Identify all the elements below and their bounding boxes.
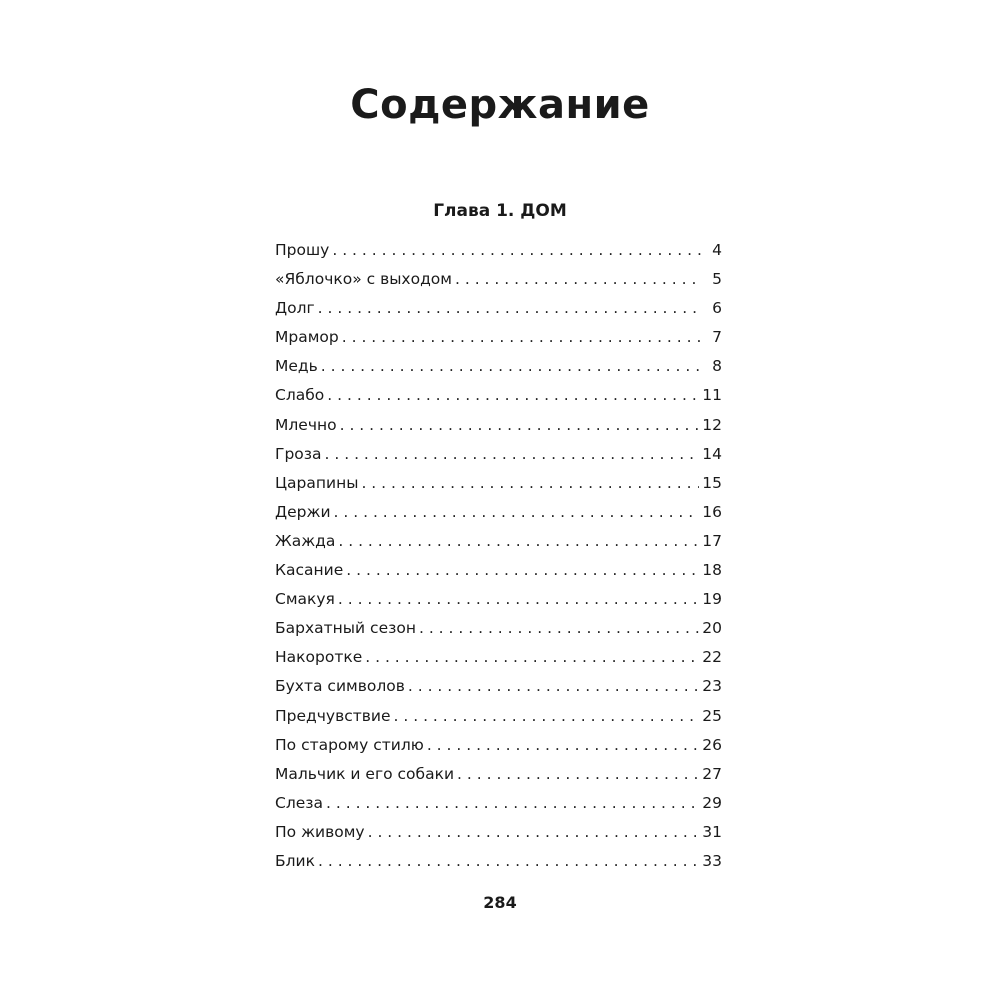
toc-entry xyxy=(275,818,722,847)
dot-leader xyxy=(332,236,703,265)
toc-entry-page: 18 xyxy=(702,561,722,580)
toc-entry-label: «Яблочко» с выходом xyxy=(275,270,452,289)
table-of-contents xyxy=(275,236,722,876)
toc-entry xyxy=(275,294,722,323)
dot-leader xyxy=(334,498,700,527)
toc-entry xyxy=(275,381,722,410)
toc-entry-page: 7 xyxy=(712,328,722,347)
toc-entry xyxy=(275,527,722,556)
dot-leader xyxy=(408,672,699,701)
toc-entry-label: Гроза xyxy=(275,444,322,463)
toc-entry xyxy=(275,556,722,585)
toc-entry-label: Бухта символов xyxy=(275,677,405,696)
toc-entry-page: 8 xyxy=(712,357,722,376)
toc-entry xyxy=(275,672,722,701)
toc-entry xyxy=(275,265,722,294)
toc-entry-page: 20 xyxy=(702,619,722,638)
toc-entry-page: 11 xyxy=(702,386,722,405)
toc-entry-label: Блик xyxy=(275,851,315,870)
toc-entry-page: 4 xyxy=(712,241,722,259)
toc-entry-page: 23 xyxy=(702,677,722,696)
toc-entry-label: Мальчик и его собаки xyxy=(275,764,455,783)
toc-entry-label: Жажда xyxy=(275,531,336,550)
toc-entry xyxy=(275,760,722,789)
toc-entry-label: Смакуя xyxy=(275,590,335,609)
toc-entry-page: 5 xyxy=(712,270,722,289)
toc-entry-page: 19 xyxy=(702,590,722,609)
toc-entry xyxy=(275,498,722,527)
toc-entry-page: 33 xyxy=(702,851,722,870)
toc-entry-label: Бархатный сезон xyxy=(275,619,416,638)
toc-entry-page: 25 xyxy=(702,706,722,725)
dot-leader xyxy=(321,352,703,381)
toc-entry-page: 31 xyxy=(702,822,722,841)
toc-entry xyxy=(275,236,722,265)
toc-entry-page: 22 xyxy=(702,648,722,667)
dot-leader xyxy=(419,614,699,643)
page-title: Содержание xyxy=(350,82,650,128)
toc-entry xyxy=(275,323,722,352)
toc-entry-label: По старому стилю xyxy=(275,735,424,754)
toc-entry-page: 14 xyxy=(702,444,722,463)
toc-entry xyxy=(275,469,722,498)
toc-entry-page: 27 xyxy=(702,764,722,783)
dot-leader xyxy=(346,556,699,585)
dot-leader xyxy=(325,440,700,469)
page-number: 284 xyxy=(483,893,517,912)
toc-entry-label: Царапины xyxy=(275,473,359,492)
toc-entry-label: По живому xyxy=(275,822,365,841)
dot-leader xyxy=(427,731,699,760)
toc-entry-page: 16 xyxy=(702,502,722,521)
dot-leader xyxy=(394,702,700,731)
toc-entry-label: Медь xyxy=(275,357,318,376)
toc-entry xyxy=(275,789,722,818)
toc-entry-page: 26 xyxy=(702,735,722,754)
dot-leader xyxy=(361,469,699,498)
toc-entry-page: 29 xyxy=(702,793,722,812)
dot-leader xyxy=(368,818,700,847)
toc-entry xyxy=(275,440,722,469)
dot-leader xyxy=(318,847,699,876)
toc-entry-label: Слабо xyxy=(275,386,325,405)
toc-entry-label: Долг xyxy=(275,299,315,318)
chapter-heading: Глава 1. ДОМ xyxy=(433,201,567,221)
toc-entry-page: 15 xyxy=(702,473,722,492)
dot-leader xyxy=(318,294,703,323)
dot-leader xyxy=(455,265,703,294)
toc-entry-label: Мрамор xyxy=(275,328,339,347)
toc-entry-label: Предчувствие xyxy=(275,706,391,725)
toc-entry-page: 6 xyxy=(712,299,722,318)
dot-leader xyxy=(327,381,699,410)
dot-leader xyxy=(338,585,699,614)
toc-entry xyxy=(275,847,722,876)
dot-leader xyxy=(342,323,703,352)
toc-entry xyxy=(275,731,722,760)
toc-entry-label: Прошу xyxy=(275,241,330,259)
toc-entry xyxy=(275,614,722,643)
dot-leader xyxy=(326,789,699,818)
dot-leader xyxy=(338,527,699,556)
toc-entry xyxy=(275,352,722,381)
toc-entry xyxy=(275,643,722,672)
toc-entry xyxy=(275,702,722,731)
toc-entry-page: 12 xyxy=(702,415,722,434)
toc-entry xyxy=(275,585,722,614)
toc-entry-label: Млечно xyxy=(275,415,337,434)
toc-entry xyxy=(275,411,722,440)
toc-entry-label: Держи xyxy=(275,502,331,521)
toc-entry-label: Касание xyxy=(275,561,344,580)
toc-entry-label: Накоротке xyxy=(275,648,363,667)
toc-entry-page: 17 xyxy=(702,531,722,550)
dot-leader xyxy=(457,760,699,789)
toc-entry-label: Слеза xyxy=(275,793,324,812)
dot-leader xyxy=(340,411,700,440)
dot-leader xyxy=(365,643,699,672)
